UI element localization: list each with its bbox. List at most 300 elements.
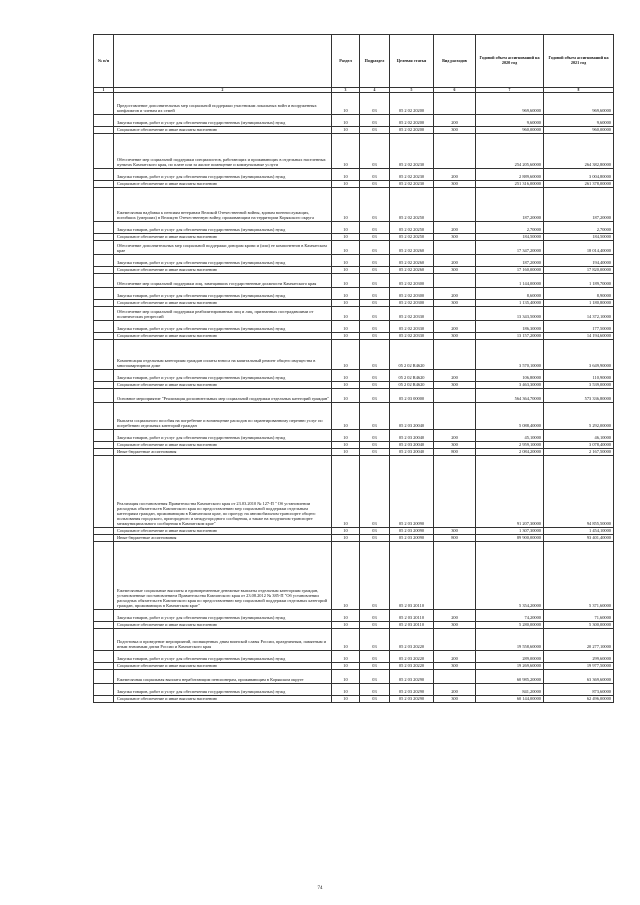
row-razdel-cell: 10 — [332, 234, 360, 241]
row-number-cell — [94, 442, 114, 449]
row-razdel-cell: 10 — [332, 389, 360, 403]
table-row — [94, 234, 614, 241]
row-name-cell: Социальное обеспечение и иные выплаты населению — [114, 696, 332, 703]
table-row — [94, 610, 614, 622]
row-article-cell: 05 2 02 20200 — [390, 93, 434, 115]
row-number-cell — [94, 127, 114, 134]
row-razdel-cell: 10 — [332, 696, 360, 703]
row-article-cell: 05 2 03 20090 — [390, 535, 434, 542]
table-row — [94, 307, 614, 321]
row-2021-cell: 3 078,40000 — [544, 442, 614, 449]
row-podrazdel-cell: 03 — [360, 382, 390, 389]
row-expense-type-cell: 200 — [434, 610, 476, 622]
row-2021-cell: 3 539,00000 — [544, 382, 614, 389]
column-number: 2 — [114, 88, 332, 93]
header-razdel: Раздел — [332, 35, 360, 88]
row-expense-type-cell: 200 — [434, 115, 476, 127]
table-row — [94, 255, 614, 267]
row-number-cell — [94, 610, 114, 622]
row-name-cell: Закупка товаров, работ и услуг для обеспечения государственных (муниципальных) нужд — [114, 115, 332, 127]
row-article-cell: 05 2 03 20090 — [390, 456, 434, 528]
row-number-cell — [94, 670, 114, 684]
row-article-cell: 05 2 02 R4620 — [390, 340, 434, 370]
row-razdel-cell: 10 — [332, 181, 360, 188]
row-name-cell: Социальное обеспечение и иные выплаты населению — [114, 181, 332, 188]
row-2020-cell: 186,30000 — [476, 321, 544, 333]
row-2020-cell: 2 889,60000 — [476, 169, 544, 181]
row-article-cell: 05 2 03 20040 — [390, 442, 434, 449]
row-expense-type-cell — [434, 670, 476, 684]
row-expense-type-cell: 300 — [434, 663, 476, 670]
row-name-cell: Социальное обеспечение и иные выплаты населению — [114, 234, 332, 241]
row-article-cell: 05 2 03 20110 — [390, 622, 434, 629]
row-name-cell: Обеспечение мер социальной поддержки реабилитированных лиц и лиц, признанных пострадавшими от политических репрессий — [114, 307, 332, 321]
row-expense-type-cell — [434, 307, 476, 321]
row-2020-cell: 5 354,20000 — [476, 542, 544, 610]
row-2020-cell: 184,50000 — [476, 234, 544, 241]
row-razdel-cell: 10 — [332, 430, 360, 442]
row-expense-type-cell — [434, 134, 476, 169]
row-razdel-cell: 10 — [332, 340, 360, 370]
row-expense-type-cell — [434, 188, 476, 222]
row-2020-cell: 5 088,40000 — [476, 403, 544, 430]
row-2021-cell: 3 004,80000 — [544, 169, 614, 181]
table-row — [94, 696, 614, 703]
row-expense-type-cell — [434, 241, 476, 255]
row-number-cell — [94, 93, 114, 115]
row-razdel-cell: 10 — [332, 274, 360, 288]
row-2021-cell: 93 401,40000 — [544, 535, 614, 542]
row-number-cell — [94, 403, 114, 430]
table-row — [94, 288, 614, 300]
row-article-cell: 05 2 03 20290 — [390, 670, 434, 684]
row-2020-cell: 254 205,60000 — [476, 134, 544, 169]
row-expense-type-cell: 200 — [434, 255, 476, 267]
row-article-cell: 05 2 02 20330 — [390, 307, 434, 321]
row-razdel-cell: 10 — [332, 542, 360, 610]
row-article-cell: 05 2 02 20330 — [390, 333, 434, 340]
table-row — [94, 528, 614, 535]
row-article-cell: 05 2 02 20200 — [390, 115, 434, 127]
table-row — [94, 370, 614, 382]
budget-table — [93, 34, 614, 703]
row-2020-cell: 289,00000 — [476, 651, 544, 663]
row-razdel-cell: 10 — [332, 288, 360, 300]
row-number-cell — [94, 456, 114, 528]
row-article-cell: 05 2 03 20220 — [390, 651, 434, 663]
row-number-cell — [94, 663, 114, 670]
row-2020-cell: 3 570,10000 — [476, 340, 544, 370]
row-2020-cell: 1 307,30000 — [476, 528, 544, 535]
row-article-cell: 05 2 02 20300 — [390, 288, 434, 300]
column-number: 6 — [434, 88, 476, 93]
row-article-cell: 05 2 02 R4620 — [390, 370, 434, 382]
row-number-cell — [94, 241, 114, 255]
row-2020-cell: 60 144,00000 — [476, 696, 544, 703]
row-2020-cell: 91 207,30000 — [476, 456, 544, 528]
row-podrazdel-cell: 03 — [360, 449, 390, 456]
row-podrazdel-cell: 03 — [360, 234, 390, 241]
row-expense-type-cell: 800 — [434, 449, 476, 456]
row-podrazdel-cell: 03 — [360, 127, 390, 134]
row-2020-cell: 19 558,60000 — [476, 629, 544, 651]
row-expense-type-cell: 300 — [434, 528, 476, 535]
row-expense-type-cell — [434, 542, 476, 610]
table-row — [94, 340, 614, 370]
table-header-row — [94, 35, 614, 88]
row-podrazdel-cell: 03 — [360, 115, 390, 127]
row-name-cell: Реализация постановления Правительства Камчатского края от 23.03.2010 № 127-П " Об установлении расходных обязательств Камчатского края по предоставлению мер социальной поддержки отдельным категориям граждан, проживающим в Камчатском крае, по проезду на автомобильном транспорте общего пользования городского, пригородного и междугородного сообщения, а также на воздушном транспорте межмуниципального сообщения в Камчатском крае" — [114, 456, 332, 528]
row-razdel-cell: 10 — [332, 382, 360, 389]
row-expense-type-cell: 300 — [434, 622, 476, 629]
row-2020-cell: 5 280,00000 — [476, 622, 544, 629]
row-expense-type-cell: 200 — [434, 222, 476, 234]
row-2021-cell: 71,60000 — [544, 610, 614, 622]
row-number-cell — [94, 333, 114, 340]
row-name-cell: Социальное обеспечение и иные выплаты населению — [114, 333, 332, 340]
column-number: 5 — [390, 88, 434, 93]
table-row — [94, 93, 614, 115]
row-razdel-cell: 10 — [332, 188, 360, 222]
row-name-cell: Ежемесячная социальная выплата неработающим пенсионерам, проживающим в Корякском округе — [114, 670, 332, 684]
row-number-cell — [94, 382, 114, 389]
table-row — [94, 684, 614, 696]
row-expense-type-cell: 200 — [434, 370, 476, 382]
row-2020-cell: 1 135,40000 — [476, 300, 544, 307]
row-article-cell: 05 2 02 20230 — [390, 181, 434, 188]
row-article-cell: 05 2 02 20300 — [390, 300, 434, 307]
row-razdel-cell: 10 — [332, 528, 360, 535]
row-number-cell — [94, 389, 114, 403]
row-2020-cell: 2 084,20000 — [476, 449, 544, 456]
row-2020-cell: 106,80000 — [476, 370, 544, 382]
table-row — [94, 670, 614, 684]
row-2020-cell: 45,10000 — [476, 430, 544, 442]
row-2020-cell: 13 157,20000 — [476, 333, 544, 340]
row-name-cell: Закупка товаров, работ и услуг для обеспечения государственных (муниципальных) нужд — [114, 255, 332, 267]
row-razdel-cell: 10 — [332, 93, 360, 115]
header-expense-type: Вид расходов — [434, 35, 476, 88]
row-expense-type-cell: 200 — [434, 651, 476, 663]
row-podrazdel-cell: 03 — [360, 622, 390, 629]
row-article-cell: 05 2 02 20230 — [390, 169, 434, 181]
row-2021-cell: 264 382,80000 — [544, 134, 614, 169]
row-article-cell: 05 2 03 20040 — [390, 449, 434, 456]
row-razdel-cell: 10 — [332, 134, 360, 169]
row-2021-cell: 573 336,80000 — [544, 389, 614, 403]
row-name-cell: Ежемесячная надбавка к пенсиям ветеранам Великой Отечественной войны, вдовам военнослужащих, погибших (умерших) в Великую Отечественную войну, проживающим на территории Корякского округа — [114, 188, 332, 222]
row-2021-cell: 94 855,50000 — [544, 456, 614, 528]
row-podrazdel-cell: 03 — [360, 403, 390, 430]
row-number-cell — [94, 542, 114, 610]
row-article-cell: 05 2 02 20300 — [390, 274, 434, 288]
row-article-cell: 05 2 02 20250 — [390, 222, 434, 234]
table-row — [94, 651, 614, 663]
row-article-cell: 05 2 02 R4620 — [390, 382, 434, 389]
row-razdel-cell: 10 — [332, 670, 360, 684]
row-article-cell: 05 2 03 20090 — [390, 528, 434, 535]
row-podrazdel-cell: 03 — [360, 684, 390, 696]
row-name-cell: Социальное обеспечение и иные выплаты населению — [114, 300, 332, 307]
row-expense-type-cell: 200 — [434, 321, 476, 333]
row-podrazdel-cell: 03 — [360, 188, 390, 222]
row-expense-type-cell: 300 — [434, 382, 476, 389]
table-row — [94, 382, 614, 389]
table-row — [94, 241, 614, 255]
table-row — [94, 127, 614, 134]
row-2020-cell: 187,20000 — [476, 255, 544, 267]
row-podrazdel-cell: 03 — [360, 333, 390, 340]
row-razdel-cell: 10 — [332, 127, 360, 134]
row-razdel-cell: 10 — [332, 663, 360, 670]
table-row — [94, 134, 614, 169]
table-row — [94, 321, 614, 333]
row-2021-cell: 62 496,00000 — [544, 696, 614, 703]
page-number: 74 — [317, 886, 323, 891]
row-number-cell — [94, 370, 114, 382]
row-article-cell: 05 2 03 20040 — [390, 403, 434, 430]
row-name-cell: Закупка товаров, работ и услуг для обеспечения государственных (муниципальных) нужд — [114, 222, 332, 234]
row-razdel-cell: 10 — [332, 449, 360, 456]
table-row — [94, 430, 614, 442]
row-podrazdel-cell: 03 — [360, 542, 390, 610]
row-2020-cell: 969,60000 — [476, 93, 544, 115]
row-razdel-cell: 10 — [332, 442, 360, 449]
table-row — [94, 456, 614, 528]
row-podrazdel-cell: 03 — [360, 651, 390, 663]
row-razdel-cell: 10 — [332, 307, 360, 321]
table-row — [94, 115, 614, 127]
row-article-cell: 05 2 02 20250 — [390, 188, 434, 222]
table-row — [94, 542, 614, 610]
row-number-cell — [94, 307, 114, 321]
row-razdel-cell: 10 — [332, 651, 360, 663]
row-2021-cell: 2 167,50000 — [544, 449, 614, 456]
row-article-cell: 05 2 03 20220 — [390, 663, 434, 670]
table-row — [94, 181, 614, 188]
row-razdel-cell: 10 — [332, 370, 360, 382]
row-article-cell: 05 2 03 20110 — [390, 542, 434, 610]
row-2021-cell: 960,00000 — [544, 127, 614, 134]
row-podrazdel-cell: 03 — [360, 389, 390, 403]
row-expense-type-cell — [434, 456, 476, 528]
table-row — [94, 169, 614, 181]
row-name-cell: Обеспечение мер социальной поддержки специалистов, работающих и проживающих в отдельных населенных пунктах Камчатского края, по плате или за жилое помещение и коммунальные услуги — [114, 134, 332, 169]
row-number-cell — [94, 288, 114, 300]
row-podrazdel-cell: 03 — [360, 456, 390, 528]
row-2021-cell: 5 292,00000 — [544, 403, 614, 430]
row-2021-cell: 184,50000 — [544, 234, 614, 241]
row-2021-cell: 873,60000 — [544, 684, 614, 696]
row-name-cell: Подготовка и проведение мероприятий, посвященных дням воинской славы России, праздничным, памятным и иным значимым датам России и Камчатского края — [114, 629, 332, 651]
row-razdel-cell: 10 — [332, 321, 360, 333]
row-podrazdel-cell: 03 — [360, 696, 390, 703]
row-number-cell — [94, 234, 114, 241]
row-2020-cell: 564 364,70000 — [476, 389, 544, 403]
row-razdel-cell: 10 — [332, 241, 360, 255]
row-name-cell: Социальное обеспечение и иные выплаты населению — [114, 382, 332, 389]
row-name-cell: Обеспечение дополнительных мер социальной поддержки донорам крови и (или) ее компонентов в Камчатском крае — [114, 241, 332, 255]
header-name — [114, 35, 332, 88]
row-podrazdel-cell: 03 — [360, 267, 390, 274]
table-row — [94, 449, 614, 456]
row-2021-cell: 110,90000 — [544, 370, 614, 382]
row-razdel-cell: 10 — [332, 255, 360, 267]
row-podrazdel-cell: 03 — [360, 222, 390, 234]
row-razdel-cell: 10 — [332, 300, 360, 307]
row-expense-type-cell: 300 — [434, 442, 476, 449]
row-number-cell — [94, 222, 114, 234]
row-number-cell — [94, 115, 114, 127]
row-podrazdel-cell: 03 — [360, 93, 390, 115]
row-name-cell: Ежемесячные социальные выплаты и единовременные денежные выплаты отдельным категориям граждан, установленные постановлением Правительства Камчатского края от 23.08.2012 № 385-П "Об установлении расходных обязательств Камчатского края по предоставлению мер социальной поддержки отдельных категорий граждан, проживающих в Камчатском крае" — [114, 542, 332, 610]
table-row — [94, 663, 614, 670]
table-row — [94, 535, 614, 542]
row-article-cell: 05 2 03 20110 — [390, 610, 434, 622]
row-razdel-cell: 10 — [332, 610, 360, 622]
row-name-cell: Социальное обеспечение и иные выплаты населению — [114, 267, 332, 274]
row-2020-cell: 17 347,20000 — [476, 241, 544, 255]
row-2020-cell: 17 160,00000 — [476, 267, 544, 274]
table-row — [94, 222, 614, 234]
row-2020-cell: 9,60000 — [476, 115, 544, 127]
row-name-cell: Социальное обеспечение и иные выплаты населению — [114, 127, 332, 134]
row-number-cell — [94, 528, 114, 535]
row-podrazdel-cell: 03 — [360, 670, 390, 684]
header-2021: Годовой объем ассигнований на 2021 год — [544, 35, 614, 88]
row-razdel-cell: 10 — [332, 267, 360, 274]
row-2020-cell: 13 343,50000 — [476, 307, 544, 321]
row-2021-cell: 261 378,00000 — [544, 181, 614, 188]
row-expense-type-cell: 300 — [434, 333, 476, 340]
row-2021-cell: 1 180,80000 — [544, 300, 614, 307]
row-expense-type-cell: 200 — [434, 288, 476, 300]
row-name-cell: Выплата социального пособия на погребение и возмещение расходов по гарантированному перечню услуг по погребению отдельных категорий граждан — [114, 403, 332, 430]
row-name-cell: Закупка товаров, работ и услуг для обеспечения государственных (муниципальных) нужд — [114, 684, 332, 696]
row-podrazdel-cell: 03 — [360, 610, 390, 622]
row-article-cell: 05 2 02 20250 — [390, 234, 434, 241]
table-row — [94, 274, 614, 288]
row-2021-cell: 63 369,60000 — [544, 670, 614, 684]
row-number-cell — [94, 169, 114, 181]
row-number-cell — [94, 300, 114, 307]
row-2021-cell: 194,40000 — [544, 255, 614, 267]
row-podrazdel-cell: 03 — [360, 134, 390, 169]
row-article-cell: 05 2 03 20220 — [390, 629, 434, 651]
row-2021-cell: 20 277,10000 — [544, 629, 614, 651]
row-2021-cell: 969,60000 — [544, 93, 614, 115]
row-number-cell — [94, 274, 114, 288]
row-podrazdel-cell: 03 — [360, 255, 390, 267]
row-podrazdel-cell: 03 — [360, 321, 390, 333]
header-number: № п/п — [94, 35, 114, 88]
row-2021-cell: 14 194,60000 — [544, 333, 614, 340]
row-2021-cell: 5 371,60000 — [544, 542, 614, 610]
row-razdel-cell: 10 — [332, 403, 360, 430]
row-podrazdel-cell: 03 — [360, 169, 390, 181]
row-podrazdel-cell: 03 — [360, 274, 390, 288]
column-number: 8 — [544, 88, 614, 93]
row-podrazdel-cell: 03 — [360, 663, 390, 670]
table-row — [94, 629, 614, 651]
table-body — [94, 93, 614, 703]
row-2021-cell: 3 649,90000 — [544, 340, 614, 370]
row-razdel-cell: 10 — [332, 622, 360, 629]
column-number: 7 — [476, 88, 544, 93]
row-2021-cell: 18 014,40000 — [544, 241, 614, 255]
table-row — [94, 333, 614, 340]
row-article-cell: 05 2 02 20260 — [390, 267, 434, 274]
table-row — [94, 442, 614, 449]
row-2021-cell: 177,50000 — [544, 321, 614, 333]
row-expense-type-cell: 300 — [434, 267, 476, 274]
row-expense-type-cell — [434, 93, 476, 115]
row-number-cell — [94, 696, 114, 703]
row-number-cell — [94, 622, 114, 629]
row-name-cell: Закупка товаров, работ и услуг для обеспечения государственных (муниципальных) нужд — [114, 370, 332, 382]
table-row — [94, 389, 614, 403]
row-article-cell: 05 2 02 20330 — [390, 321, 434, 333]
row-article-cell: 05 2 03 20290 — [390, 684, 434, 696]
row-razdel-cell: 10 — [332, 684, 360, 696]
row-name-cell: Социальное обеспечение и иные выплаты населению — [114, 663, 332, 670]
row-2020-cell: 1 144,00000 — [476, 274, 544, 288]
row-2020-cell: 2 959,10000 — [476, 442, 544, 449]
row-2021-cell: 14 372,10000 — [544, 307, 614, 321]
row-expense-type-cell: 300 — [434, 300, 476, 307]
row-podrazdel-cell: 03 — [360, 181, 390, 188]
row-name-cell: Компенсация отдельным категориям граждан оплаты взноса на капитальный ремонт общего имущества в многоквартирном доме — [114, 340, 332, 370]
row-podrazdel-cell: 03 — [360, 307, 390, 321]
row-expense-type-cell — [434, 389, 476, 403]
row-podrazdel-cell: 03 — [360, 528, 390, 535]
row-2020-cell: 19 269,60000 — [476, 663, 544, 670]
row-article-cell: 05 2 03 20290 — [390, 696, 434, 703]
row-2020-cell: 3 463,30000 — [476, 382, 544, 389]
row-number-cell — [94, 181, 114, 188]
row-article-cell: 05 2 02 20260 — [390, 255, 434, 267]
row-podrazdel-cell: 03 — [360, 442, 390, 449]
row-expense-type-cell: 200 — [434, 684, 476, 696]
row-expense-type-cell — [434, 340, 476, 370]
row-name-cell: Обеспечение мер социальной поддержки лиц, замещавших государственные должности Камчатского края — [114, 274, 332, 288]
row-name-cell: Закупка товаров, работ и услуг для обеспечения государственных (муниципальных) нужд — [114, 288, 332, 300]
row-expense-type-cell: 200 — [434, 169, 476, 181]
row-2021-cell: 46,10000 — [544, 430, 614, 442]
row-number-cell — [94, 340, 114, 370]
row-2021-cell: 1 189,70000 — [544, 274, 614, 288]
row-name-cell: Социальное обеспечение и иные выплаты населению — [114, 622, 332, 629]
row-podrazdel-cell: 03 — [360, 241, 390, 255]
row-2021-cell: 5 300,00000 — [544, 622, 614, 629]
row-number-cell — [94, 430, 114, 442]
row-podrazdel-cell: 03 — [360, 288, 390, 300]
row-razdel-cell: 10 — [332, 333, 360, 340]
row-2021-cell: 17 820,00000 — [544, 267, 614, 274]
row-article-cell: 05 2 02 20200 — [390, 127, 434, 134]
row-expense-type-cell: 200 — [434, 430, 476, 442]
row-number-cell — [94, 535, 114, 542]
row-2021-cell: 187,20000 — [544, 188, 614, 222]
table-row — [94, 267, 614, 274]
row-expense-type-cell: 800 — [434, 535, 476, 542]
row-number-cell — [94, 684, 114, 696]
row-expense-type-cell — [434, 403, 476, 430]
row-2021-cell: 9,60000 — [544, 115, 614, 127]
budget-sheet — [93, 34, 613, 703]
row-podrazdel-cell: 03 — [360, 340, 390, 370]
row-name-cell: Иные бюджетные ассигнования — [114, 449, 332, 456]
